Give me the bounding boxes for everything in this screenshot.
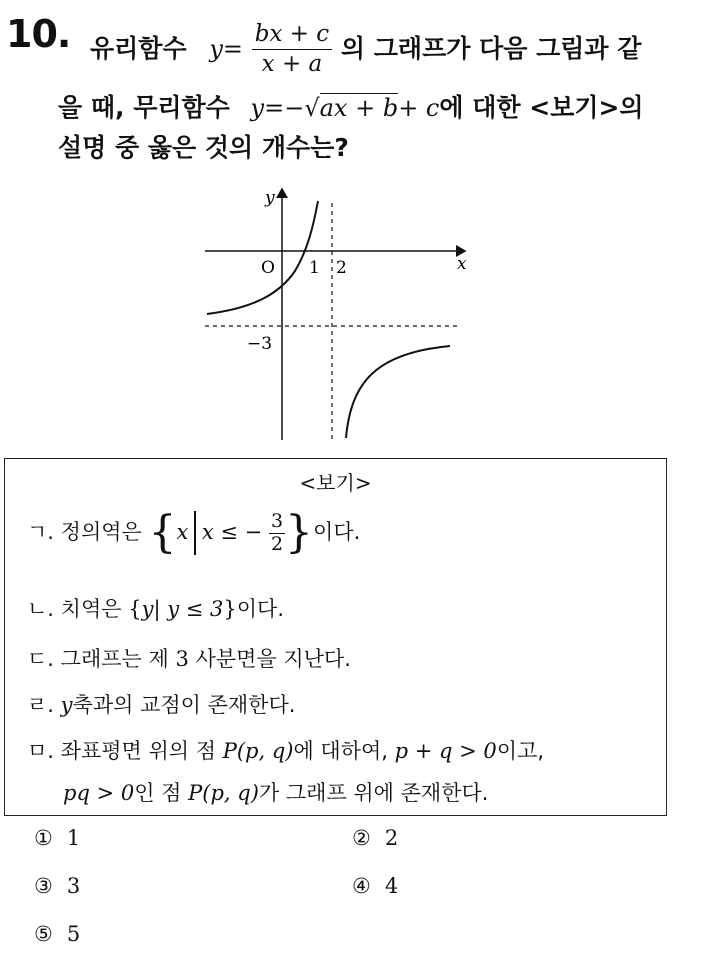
choice-4[interactable] [352,874,398,898]
fraction-denominator: 2 [270,532,284,555]
statement-4 [27,689,295,719]
statement-text: 에 대하여, [293,739,388,763]
point-label: P(p, q) [222,739,294,763]
statement-text: 사분면을 지난다. [195,647,351,671]
set-variable: y [141,597,154,621]
set-variable: x [176,520,189,544]
set-close-brace: } [285,507,314,558]
condition-fraction [269,509,285,555]
irrational-tail: + c [398,94,440,122]
set-close-brace: } [223,597,237,621]
question-text: 의 그래프가 다음 그림과 같 [340,33,642,63]
point-label: P(p, q) [188,781,259,805]
rational-function-graph [195,183,475,443]
radical-sign: √ [304,94,320,122]
statement-text: 이다. [313,520,361,544]
tick-label-y: −3 [247,334,273,354]
question-line-2 [58,88,644,124]
statement-marker: ㄱ. [27,520,54,544]
rational-numerator: bx + c [252,22,332,50]
statement-3 [27,643,351,673]
tick-label-x2: 2 [336,258,347,278]
rational-fraction [252,22,332,78]
question-line-1 [90,22,641,78]
rational-lhs: y [209,34,223,63]
statement-5 [27,735,544,765]
statement-text: 가 그래프 위에 존재한다. [258,781,489,805]
question-text: 설명 중 옳은 것의 개수는? [58,133,349,162]
quadrant-number: 3 [175,647,189,671]
statement-text: 정의역은 [60,520,142,544]
statement-text: 이다. [236,597,284,621]
question-number: 10. [6,12,71,56]
choice-value: 2 [384,826,399,850]
rational-equals: = [222,34,243,63]
y-axis-label: y [265,188,275,208]
condition-variable: x [201,520,214,544]
choice-3[interactable] [34,874,80,898]
statement-marker: ㄹ. [27,693,54,717]
irrational-equals: =− [264,94,305,122]
statement-text: 인 점 [134,781,182,805]
axis-variable: y [60,693,73,717]
condition-sum: p + q > 0 [394,739,497,763]
question-text: 유리함수 [90,33,187,63]
question-text: 을 때, 무리함수 [58,93,230,122]
statement-marker: ㅁ. [27,739,54,763]
statement-text: 그래프는 제 [60,647,169,671]
radicand: ax + b [319,94,399,122]
choice-symbol: ① [34,826,53,850]
right-branch-curve [346,346,450,438]
set-bar [194,511,196,555]
choice-symbol: ② [352,826,371,850]
question-line-3 [58,128,349,164]
set-condition: | y ≤ 3 [153,597,224,621]
example-box [4,458,667,816]
question-text: 에 대한 <보기>의 [439,93,644,122]
statement-2 [27,593,284,623]
choice-symbol: ⑤ [34,922,53,946]
tick-label-x1: 1 [309,258,320,278]
origin-label: O [261,258,275,278]
statement-1 [27,507,361,558]
statement-text: 좌표평면 위의 점 [60,739,217,763]
choice-symbol: ④ [352,874,371,898]
example-box-title: <보기> [299,471,372,495]
choice-value: 5 [66,922,81,946]
choice-2[interactable] [352,826,398,850]
x-axis-label: x [457,254,467,274]
condition-product: pq > 0 [63,781,135,805]
set-open-brace: { [128,597,142,621]
choice-value: 4 [384,874,399,898]
statement-text: 치역은 [60,597,122,621]
rational-denominator: x + a [261,51,323,78]
statement-text: 이고, [496,739,545,763]
choice-symbol: ③ [34,874,53,898]
irrational-lhs: y [250,94,265,122]
statement-5-continued [63,777,488,807]
set-open-brace: { [148,507,177,558]
choice-value: 3 [66,874,81,898]
statement-marker: ㄴ. [27,597,54,621]
fraction-numerator: 3 [270,509,284,532]
choice-1[interactable] [34,826,80,850]
choice-value: 1 [66,826,81,850]
condition-relation: ≤ − [220,520,263,544]
statement-text: 축과의 교점이 존재한다. [72,693,296,717]
statement-marker: ㄷ. [27,647,54,671]
choice-5[interactable] [34,922,80,946]
